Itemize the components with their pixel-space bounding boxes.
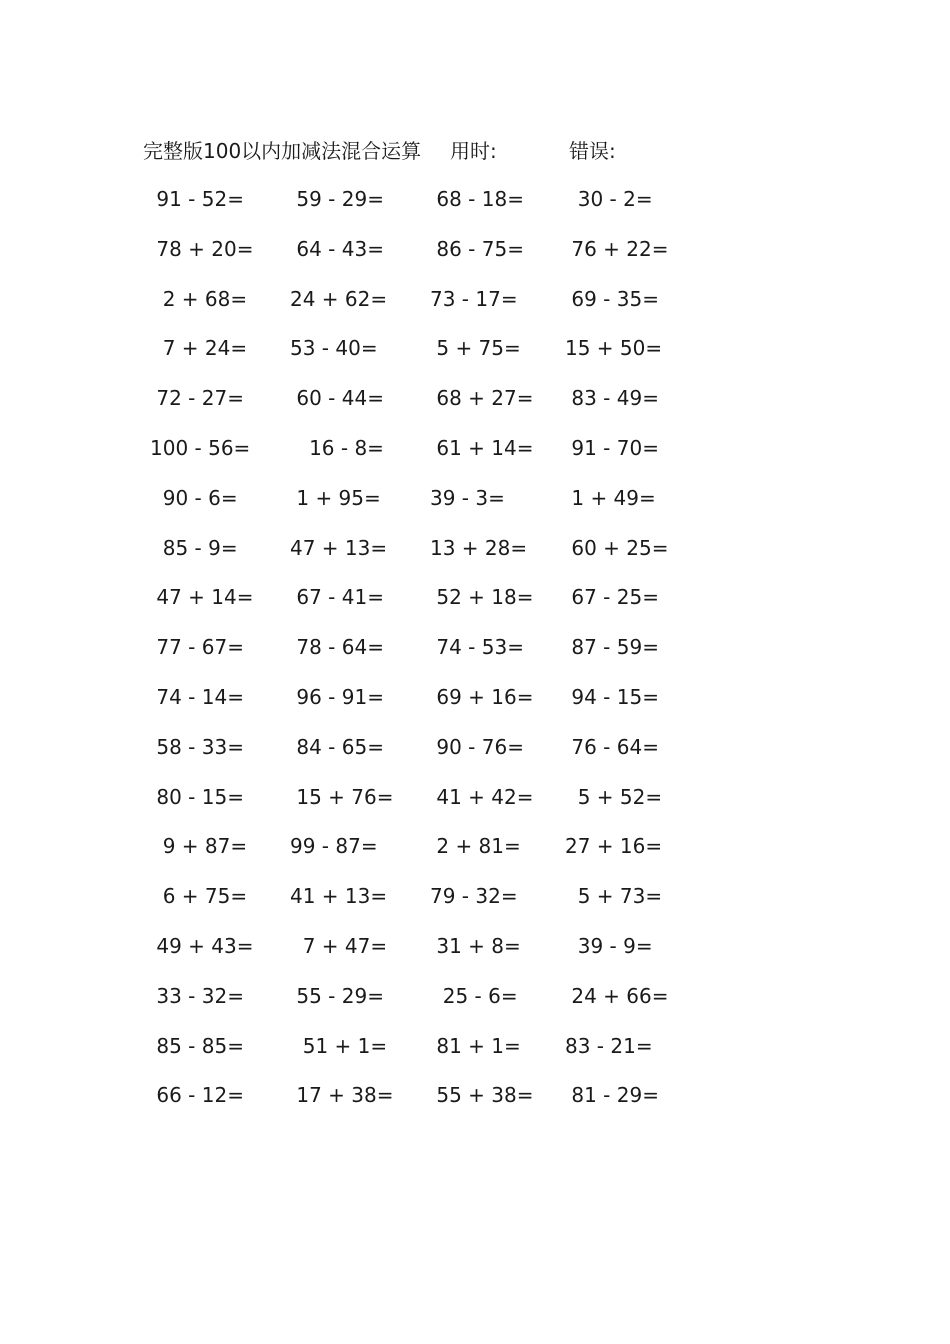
math-problem: 15 + 50=: [565, 336, 663, 361]
math-problem: 30 - 2=: [565, 187, 653, 211]
math-problem: 27 + 16=: [565, 834, 663, 859]
problem-row: [0, 782, 950, 832]
math-problem: 5 + 52=: [565, 784, 663, 809]
worksheet-title: 完整版100以内加减法混合运算: [143, 139, 422, 163]
math-problem: 80 - 15=: [150, 784, 244, 809]
problem-grid: [0, 184, 950, 1130]
math-problem: 77 - 67=: [150, 635, 244, 660]
math-problem: 94 - 15=: [565, 684, 659, 709]
math-problem: 85 - 9=: [150, 535, 238, 560]
math-problem: 33 - 32=: [150, 983, 244, 1008]
problem-row: [0, 931, 950, 981]
math-problem: 67 - 41=: [290, 585, 384, 610]
math-problem: 78 - 64=: [290, 635, 384, 660]
math-problem: 66 - 12=: [150, 1083, 244, 1108]
math-problem: 55 + 38=: [430, 1083, 534, 1108]
math-problem: 74 - 14=: [150, 684, 244, 709]
math-problem: 74 - 53=: [430, 635, 524, 660]
math-problem: 6 + 75=: [150, 884, 248, 909]
math-problem: 53 - 40=: [290, 336, 378, 361]
math-problem: 31 + 8=: [430, 933, 521, 958]
problem-row: [0, 632, 950, 682]
math-problem: 52 + 18=: [430, 585, 534, 610]
math-problem: 67 - 25=: [565, 585, 659, 610]
math-problem: 78 + 20=: [150, 236, 254, 261]
math-problem: 41 + 13=: [290, 884, 388, 909]
math-problem: 51 + 1=: [290, 1033, 388, 1058]
math-problem: 87 - 59=: [565, 635, 659, 660]
math-problem: 91 - 52=: [150, 187, 244, 211]
math-problem: 5 + 73=: [565, 884, 663, 909]
math-problem: 81 - 29=: [565, 1083, 659, 1108]
math-problem: 81 + 1=: [430, 1033, 521, 1058]
math-problem: 69 + 16=: [430, 684, 534, 709]
math-problem: 96 - 91=: [290, 684, 384, 709]
math-problem: 1 + 49=: [565, 485, 656, 510]
math-problem: 16 - 8=: [290, 435, 384, 460]
math-problem: 69 - 35=: [565, 286, 659, 311]
math-problem: 2 + 81=: [430, 834, 521, 859]
math-problem: 73 - 17=: [430, 286, 518, 311]
math-problem: 85 - 85=: [150, 1033, 244, 1058]
math-problem: 99 - 87=: [290, 834, 378, 859]
math-problem: 68 + 27=: [430, 386, 534, 411]
problem-row: [0, 1080, 950, 1130]
math-problem: 79 - 32=: [430, 884, 518, 909]
problem-row: [0, 682, 950, 732]
math-problem: 86 - 75=: [430, 236, 524, 261]
worksheet-header: [143, 136, 663, 166]
math-problem: 72 - 27=: [150, 386, 244, 411]
math-problem: 47 + 14=: [150, 585, 254, 610]
problem-row: [0, 533, 950, 583]
math-problem: 47 + 13=: [290, 535, 388, 560]
error-count-label: 错误:: [569, 139, 616, 163]
math-problem: 7 + 24=: [150, 336, 248, 361]
math-problem: 15 + 76=: [290, 784, 394, 809]
math-problem: 41 + 42=: [430, 784, 534, 809]
problem-row: [0, 433, 950, 483]
math-problem: 60 - 44=: [290, 386, 384, 411]
time-used-label: 用时:: [450, 139, 497, 163]
math-problem: 61 + 14=: [430, 435, 534, 460]
math-problem: 13 + 28=: [430, 535, 528, 560]
problem-row: [0, 284, 950, 334]
math-problem: 58 - 33=: [150, 734, 244, 759]
math-problem: 84 - 65=: [290, 734, 384, 759]
math-problem: 64 - 43=: [290, 236, 384, 261]
problem-row: [0, 582, 950, 632]
math-problem: 83 - 49=: [565, 386, 659, 411]
math-problem: 68 - 18=: [430, 187, 524, 211]
problem-row: [0, 184, 950, 234]
math-problem: 2 + 68=: [150, 286, 248, 311]
math-problem: 39 - 9=: [565, 933, 653, 958]
math-problem: 1 + 95=: [290, 485, 381, 510]
problem-row: [0, 881, 950, 931]
math-problem: 100 - 56=: [150, 435, 251, 460]
math-problem: 25 - 6=: [430, 983, 518, 1008]
math-problem: 76 - 64=: [565, 734, 659, 759]
math-problem: 9 + 87=: [150, 834, 248, 859]
problem-row: [0, 234, 950, 284]
math-problem: 24 + 66=: [565, 983, 669, 1008]
math-problem: 91 - 70=: [565, 435, 659, 460]
math-problem: 24 + 62=: [290, 286, 388, 311]
problem-row: [0, 831, 950, 881]
problem-row: [0, 981, 950, 1031]
problem-row: [0, 333, 950, 383]
problem-row: [0, 483, 950, 533]
math-problem: 7 + 47=: [290, 933, 388, 958]
math-problem: 59 - 29=: [290, 187, 384, 211]
problem-row: [0, 732, 950, 782]
problem-row: [0, 1031, 950, 1081]
math-problem: 49 + 43=: [150, 933, 254, 958]
math-problem: 90 - 76=: [430, 734, 524, 759]
math-problem: 90 - 6=: [150, 485, 238, 510]
math-problem: 60 + 25=: [565, 535, 669, 560]
math-problem: 5 + 75=: [430, 336, 521, 361]
math-problem: 55 - 29=: [290, 983, 384, 1008]
problem-row: [0, 383, 950, 433]
math-problem: 39 - 3=: [430, 485, 505, 510]
math-problem: 76 + 22=: [565, 236, 669, 261]
math-problem: 17 + 38=: [290, 1083, 394, 1108]
math-problem: 83 - 21=: [565, 1033, 653, 1058]
